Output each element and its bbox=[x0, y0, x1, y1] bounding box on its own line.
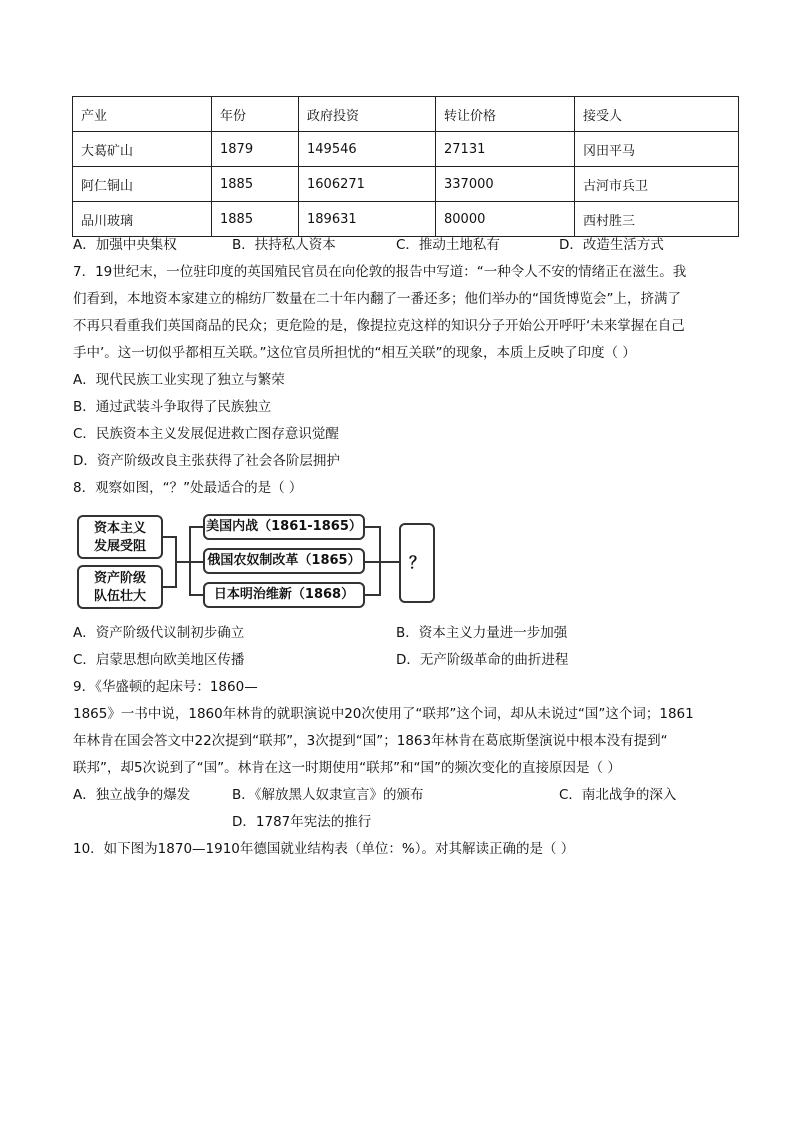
table-cell: 149546 bbox=[299, 132, 436, 167]
table-cell: 189631 bbox=[299, 202, 436, 237]
q7-option-b: B．通过武装斗争取得了民族独立 bbox=[73, 399, 272, 415]
table-cell: 337000 bbox=[436, 167, 575, 202]
diagram-box-bourgeoisie-grows bbox=[77, 565, 163, 609]
table-header-row bbox=[73, 97, 739, 132]
q8-stem: 8．观察如图，“？”处最适合的是（ ） bbox=[73, 480, 303, 496]
table-cell: 西村胜三 bbox=[575, 202, 739, 237]
q7-stem-line: 手中’。这一切似乎都相互关联。”这位官员所担忧的“相互关联”的现象，本质上反映了印度（ ） bbox=[73, 345, 636, 361]
connector-line bbox=[365, 561, 379, 563]
q9-option-c: C．南北战争的深入 bbox=[559, 787, 677, 803]
diagram-text: 队伍壮大 bbox=[93, 589, 146, 604]
table-row bbox=[73, 202, 739, 237]
table-header-cell: 转让价格 bbox=[436, 97, 575, 132]
q7-stem-line: 们看到，本地资本家建立的棉纺厂数量在二十年内翻了一番还多；他们举办的“国货博览会”上，挤满了 bbox=[73, 291, 681, 307]
q9-stem-line: 联邦”，却5次说到了“国”。林肯在这一时期使用“联邦”和“国”的频次变化的直接原因是（ ） bbox=[73, 760, 621, 776]
q9-stem-line: 9．《华盛顿的起床号：1860— bbox=[73, 679, 258, 695]
q7-option-c: C．民族资本主义发展促进救亡图存意识觉醒 bbox=[73, 426, 339, 442]
q10-stem: 10．如下图为1870—1910年德国就业结构表（单位：%）。对其解读正确的是（ ） bbox=[73, 841, 575, 857]
connector-line bbox=[163, 586, 175, 588]
table-cell: 阿仁铜山 bbox=[73, 167, 212, 202]
table-cell: 1606271 bbox=[299, 167, 436, 202]
q8-option-b: B．资本主义力量进一步加强 bbox=[396, 625, 568, 641]
q9-option-b: B．《解放黑人奴隶宣言》的颁布 bbox=[232, 787, 424, 803]
q7-stem-line: 7．19世纪末，一位驻印度的英国殖民官员在向伦敦的报告中写道：“一种令人不安的情绪正在滋生。我 bbox=[73, 264, 687, 280]
privatization-table bbox=[72, 96, 739, 237]
diagram-box-us-civil-war: 美国内战（1861-1865） bbox=[203, 514, 365, 540]
table-row bbox=[73, 132, 739, 167]
connector-line bbox=[163, 536, 175, 538]
q6-option-c: C．推动土地私有 bbox=[396, 237, 500, 253]
diagram-box-meiji-restoration: 日本明治维新（1868） bbox=[203, 582, 365, 608]
q9-option-d: D．1787年宪法的推行 bbox=[232, 814, 372, 830]
table-header-cell: 产业 bbox=[73, 97, 212, 132]
q6-option-d: D．改造生活方式 bbox=[559, 237, 664, 253]
table-row bbox=[73, 167, 739, 202]
table-cell: 1885 bbox=[212, 167, 299, 202]
table-cell: 品川玻璃 bbox=[73, 202, 212, 237]
q9-option-a: A．独立战争的爆发 bbox=[73, 787, 191, 803]
connector-line bbox=[365, 526, 379, 528]
table-cell: 古河市兵卫 bbox=[575, 167, 739, 202]
q6-option-a: A．加强中央集权 bbox=[73, 237, 177, 253]
q7-option-d: D．资产阶级改良主张获得了社会各阶层拥护 bbox=[73, 453, 340, 469]
q9-stem-line: 1865》一书中说，1860年林肯的就职演说中20次使用了“联邦”这个词，却从未说过“国”这个词；1861 bbox=[73, 706, 694, 722]
table-cell: 27131 bbox=[436, 132, 575, 167]
diagram-box-question: ？ bbox=[399, 523, 435, 603]
q7-option-a: A．现代民族工业实现了独立与繁荣 bbox=[73, 372, 285, 388]
connector-line bbox=[189, 526, 203, 528]
diagram-text: 资本主义 bbox=[93, 521, 146, 536]
diagram-box-capitalism-hindered bbox=[77, 515, 163, 559]
table-header-cell: 接受人 bbox=[575, 97, 739, 132]
diagram-text: 发展受阻 bbox=[93, 539, 146, 554]
table-header-cell: 政府投资 bbox=[299, 97, 436, 132]
table-cell: 80000 bbox=[436, 202, 575, 237]
q8-option-d: D．无产阶级革命的曲折进程 bbox=[396, 652, 569, 668]
q6-option-b: B．扶持私人资本 bbox=[232, 237, 336, 253]
q7-stem-line: 不再只看重我们英国商品的民众；更危险的是，像提拉克这样的知识分子开始公开呼吁‘未来掌握在自己 bbox=[73, 318, 685, 334]
table-cell: 大葛矿山 bbox=[73, 132, 212, 167]
table-cell: 冈田平马 bbox=[575, 132, 739, 167]
table-header-cell: 年份 bbox=[212, 97, 299, 132]
q9-stem-line: 年林肯在国会答文中22次提到“联邦”，3次提到“国”；1863年林肯在葛底斯堡演说中根本没有提到“ bbox=[73, 733, 668, 749]
connector-line bbox=[365, 594, 379, 596]
connector-line bbox=[189, 561, 203, 563]
table-cell: 1879 bbox=[212, 132, 299, 167]
connector-line bbox=[379, 561, 399, 563]
connector-line bbox=[175, 561, 189, 563]
connector-line bbox=[189, 594, 203, 596]
table-cell: 1885 bbox=[212, 202, 299, 237]
q8-option-c: C．启蒙思想向欧美地区传播 bbox=[73, 652, 245, 668]
q8-option-a: A．资产阶级代议制初步确立 bbox=[73, 625, 245, 641]
diagram-text: 资产阶级 bbox=[93, 571, 146, 586]
diagram-box-russia-reform: 俄国农奴制改革（1865） bbox=[203, 548, 365, 574]
